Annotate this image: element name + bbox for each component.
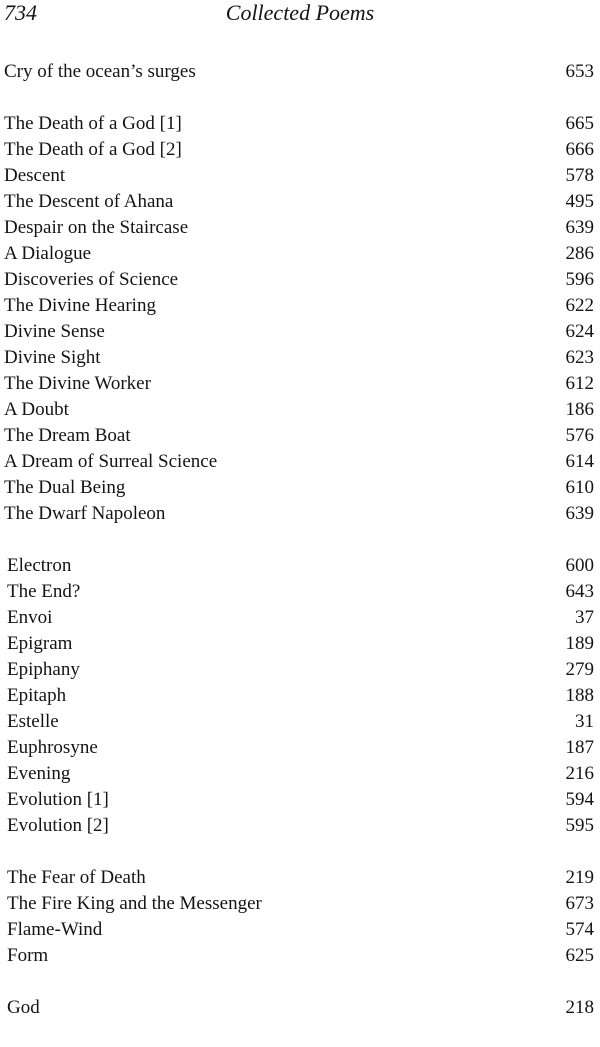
- page-reference: 595: [565, 815, 594, 836]
- index-entry: [0, 267, 600, 293]
- page-reference: 612: [565, 373, 594, 394]
- poem-title: Evolution [2]: [7, 815, 109, 836]
- index-entry: [0, 475, 600, 501]
- page-reference: 643: [565, 581, 594, 602]
- running-title: Collected Poems: [225, 0, 375, 25]
- index-group: [0, 995, 600, 1021]
- poem-title: The Dream Boat: [4, 425, 131, 446]
- poem-title: The Divine Worker: [4, 373, 151, 394]
- poem-title: Divine Sense: [4, 321, 105, 342]
- poem-title: Epiphany: [7, 659, 80, 680]
- poem-title: God: [7, 997, 40, 1018]
- index-entry: [0, 865, 600, 891]
- index-entry: [0, 787, 600, 813]
- poem-title: The Fear of Death: [7, 867, 146, 888]
- page-reference: 625: [565, 945, 594, 966]
- page-reference: 186: [565, 399, 594, 420]
- index-entry: [0, 943, 600, 969]
- index-entry: [0, 683, 600, 709]
- page-reference: 610: [565, 477, 594, 498]
- index-entry: [0, 241, 600, 267]
- poem-title: Epigram: [7, 633, 73, 654]
- poem-title: Descent: [4, 165, 66, 186]
- index-entry: [0, 163, 600, 189]
- index-entry: [0, 293, 600, 319]
- page-reference: 495: [565, 191, 594, 212]
- index-entry: [0, 501, 600, 527]
- page-reference: 219: [565, 867, 594, 888]
- page-reference: 216: [565, 763, 594, 784]
- index-entry: [0, 709, 600, 735]
- page-reference: 189: [565, 633, 594, 654]
- poem-title: Euphrosyne: [7, 737, 98, 758]
- page-reference: 673: [565, 893, 594, 914]
- index-entry: [0, 761, 600, 787]
- index-entry: [0, 891, 600, 917]
- poem-title: The Death of a God [1]: [4, 113, 182, 134]
- page-reference: 187: [565, 737, 594, 758]
- index-entry: [0, 397, 600, 423]
- index-entry: [0, 59, 600, 85]
- page-reference: 286: [565, 243, 594, 264]
- page-reference: 594: [565, 789, 594, 810]
- poem-title: The Fire King and the Messenger: [7, 893, 262, 914]
- page-reference: 653: [565, 61, 594, 82]
- page-reference: 574: [565, 919, 594, 940]
- index-entry: [0, 605, 600, 631]
- poem-title: Evening: [7, 763, 71, 784]
- poem-title: Estelle: [7, 711, 59, 732]
- index-entry: [0, 813, 600, 839]
- index-entry: [0, 579, 600, 605]
- index-entry: [0, 735, 600, 761]
- poem-title: Flame-Wind: [7, 919, 103, 940]
- index-entry: [0, 631, 600, 657]
- poem-title: Form: [7, 945, 49, 966]
- page-header: [0, 0, 600, 30]
- index-entry: [0, 137, 600, 163]
- poem-title: The Dwarf Napoleon: [4, 503, 166, 524]
- poem-title: The Descent of Ahana: [4, 191, 174, 212]
- poem-index: [0, 59, 600, 1047]
- page-reference: 576: [565, 425, 594, 446]
- index-entry: [0, 657, 600, 683]
- index-entry: [0, 449, 600, 475]
- index-entry: [0, 215, 600, 241]
- poem-title: Despair on the Staircase: [4, 217, 189, 238]
- index-entry: [0, 423, 600, 449]
- poem-title: Evolution [1]: [7, 789, 109, 810]
- page-reference: 666: [565, 139, 594, 160]
- poem-title: The Death of a God [2]: [4, 139, 182, 160]
- page-reference: 596: [565, 269, 594, 290]
- page-reference: 600: [565, 555, 594, 576]
- poem-title: A Dream of Surreal Science: [4, 451, 218, 472]
- index-group: [0, 865, 600, 969]
- poem-title: Discoveries of Science: [4, 269, 179, 290]
- index-entry: [0, 553, 600, 579]
- page-reference: 622: [565, 295, 594, 316]
- page-reference: 623: [565, 347, 594, 368]
- poem-title: The End?: [7, 581, 81, 602]
- page-reference: 665: [565, 113, 594, 134]
- index-entry: [0, 345, 600, 371]
- page-reference: 578: [565, 165, 594, 186]
- poem-title: The Divine Hearing: [4, 295, 156, 316]
- poem-title: Envoi: [7, 607, 53, 628]
- poem-title: A Doubt: [4, 399, 69, 420]
- poem-title: Cry of the ocean’s surges: [4, 61, 196, 82]
- index-entry: [0, 371, 600, 397]
- poem-title: The Dual Being: [4, 477, 126, 498]
- page-reference: 624: [565, 321, 594, 342]
- index-entry: [0, 995, 600, 1021]
- page-reference: 639: [565, 217, 594, 238]
- page-number: 734: [4, 0, 37, 25]
- index-group: [0, 553, 600, 839]
- page-reference: 31: [575, 711, 594, 732]
- page-reference: 614: [565, 451, 594, 472]
- page-reference: 188: [565, 685, 594, 706]
- index-group: [0, 59, 600, 85]
- index-entry: [0, 319, 600, 345]
- poem-title: Divine Sight: [4, 347, 101, 368]
- index-entry: [0, 189, 600, 215]
- index-entry: [0, 917, 600, 943]
- page-reference: 218: [565, 997, 594, 1018]
- poem-title: A Dialogue: [4, 243, 92, 264]
- index-entry: [0, 111, 600, 137]
- page-reference: 279: [565, 659, 594, 680]
- page-reference: 37: [575, 607, 594, 628]
- index-group: [0, 111, 600, 527]
- page-reference: 639: [565, 503, 594, 524]
- poem-title: Epitaph: [7, 685, 67, 706]
- poem-title: Electron: [7, 555, 72, 576]
